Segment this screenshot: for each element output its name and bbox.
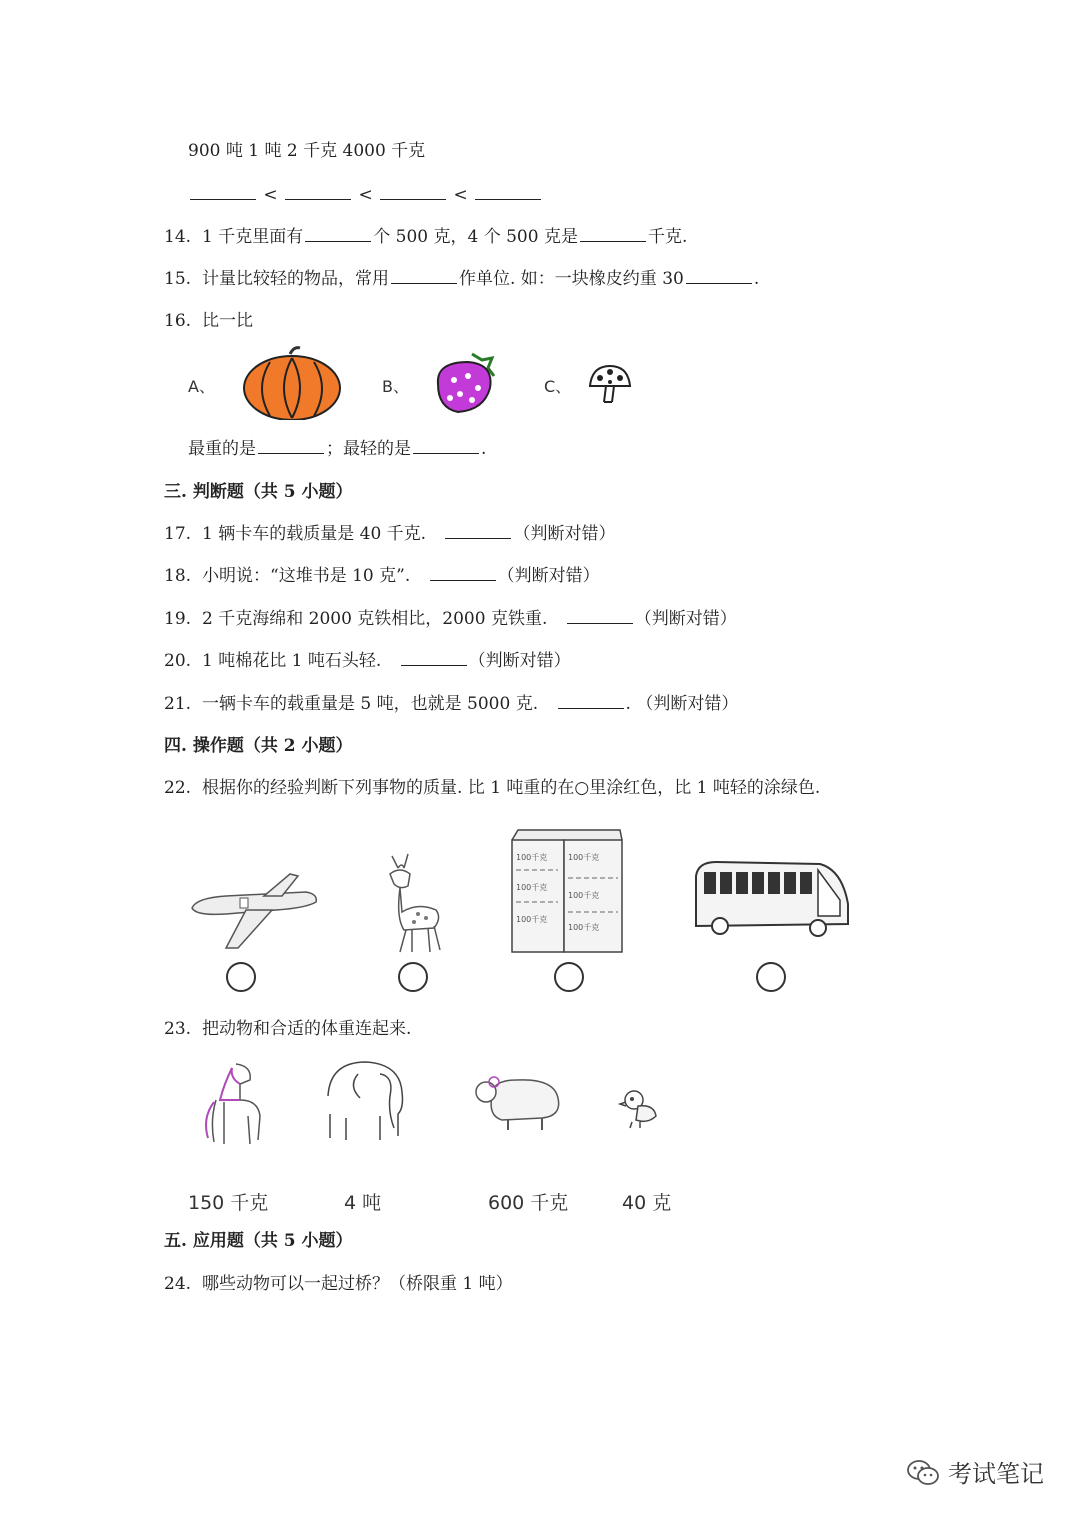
answer-blank[interactable] <box>391 269 457 284</box>
box-label: 100千克 <box>516 915 548 924</box>
answer-blank[interactable] <box>305 227 371 242</box>
mushroom-icon <box>586 362 634 408</box>
question-15 <box>164 268 759 290</box>
judge-hint: （判断对错） <box>497 566 600 586</box>
strawberry-icon <box>428 350 500 416</box>
section-3-heading: 三. 判断题（共 5 小题） <box>164 482 353 502</box>
question-14 <box>164 226 687 248</box>
sheep-icon <box>472 1072 564 1134</box>
q15-text-2: 作单位. 如：一块橡皮约重 30 <box>459 269 684 289</box>
answer-blank[interactable] <box>567 609 633 624</box>
box-label: 100千克 <box>568 853 600 862</box>
q22-figure <box>186 822 856 998</box>
q16-answer-row <box>188 438 486 460</box>
answer-circle[interactable] <box>554 962 584 992</box>
q15-text-3: . <box>753 269 760 289</box>
bus-icon <box>690 856 854 942</box>
question-20 <box>164 650 571 672</box>
q13-order-row <box>188 184 543 206</box>
question-22 <box>164 777 820 799</box>
q15-text-1: 计量比较轻的物品，常用 <box>202 269 389 289</box>
answer-blank[interactable] <box>580 227 646 242</box>
question-number: 14. <box>164 227 192 247</box>
answer-blank[interactable] <box>445 524 511 539</box>
pumpkin-icon <box>240 346 344 420</box>
less-than: < <box>453 185 468 205</box>
judge-hint: （判断对错） <box>513 524 616 544</box>
question-16 <box>164 310 253 332</box>
less-than: < <box>358 185 373 205</box>
question-number: 24. <box>164 1274 192 1294</box>
answer-blank[interactable] <box>190 185 256 200</box>
weight-label: 150 千克 <box>188 1192 269 1214</box>
question-text: 一辆卡车的载重量是 5 吨，也就是 5000 克. <box>202 694 539 714</box>
box-label: 100千克 <box>516 853 548 862</box>
q14-text-1: 1 千克里面有 <box>202 227 304 247</box>
judge-hint: . （判断对错） <box>625 694 739 714</box>
watermark <box>906 1454 1044 1489</box>
elephant-icon <box>318 1056 410 1146</box>
question-number: 21. <box>164 694 192 714</box>
compare-figure <box>186 344 636 424</box>
question-23 <box>164 1018 411 1040</box>
question-number: 17. <box>164 524 192 544</box>
answer-circle[interactable] <box>398 962 428 992</box>
horse-icon <box>200 1060 266 1150</box>
section-4-heading: 四. 操作题（共 2 小题） <box>164 736 353 756</box>
question-19 <box>164 608 737 630</box>
less-than: < <box>263 185 278 205</box>
q16-heaviest-label: 最重的是 <box>188 439 256 459</box>
airplane-icon <box>186 866 322 950</box>
question-text: 1 辆卡车的载质量是 40 千克. <box>202 524 427 544</box>
answer-circle[interactable] <box>226 962 256 992</box>
weight-label: 4 吨 <box>344 1192 382 1214</box>
question-number: 23. <box>164 1019 192 1039</box>
judge-hint: （判断对错） <box>468 651 571 671</box>
question-text: 1 吨棉花比 1 吨石头轻. <box>202 651 382 671</box>
boxes-icon <box>508 826 626 956</box>
label-b: B、 <box>382 377 409 396</box>
question-21 <box>164 693 738 715</box>
question-number: 20. <box>164 651 192 671</box>
answer-circle[interactable] <box>756 962 786 992</box>
question-text: 小明说：“这堆书是 10 克”. <box>202 566 411 586</box>
q23-figure <box>186 1054 686 1216</box>
label-a: A、 <box>188 377 215 396</box>
question-number: 15. <box>164 269 192 289</box>
answer-blank[interactable] <box>558 694 624 709</box>
q14-text-2: 个 500 克，4 个 500 克是 <box>373 227 578 247</box>
q16-lightest-label: ；最轻的是 <box>326 439 411 459</box>
answer-blank[interactable] <box>686 269 752 284</box>
wechat-icon <box>906 1458 940 1486</box>
question-24 <box>164 1273 513 1295</box>
answer-blank[interactable] <box>413 439 479 454</box>
judge-hint: （判断对错） <box>634 609 737 629</box>
q13-items: 900 吨 1 吨 2 千克 4000 千克 <box>188 141 426 161</box>
period: . <box>481 439 487 459</box>
question-number: 18. <box>164 566 192 586</box>
weight-label: 600 千克 <box>488 1192 569 1214</box>
answer-blank[interactable] <box>285 185 351 200</box>
q16-text: 比一比 <box>202 311 253 331</box>
box-label: 100千克 <box>568 923 600 932</box>
answer-blank[interactable] <box>258 439 324 454</box>
question-number: 16. <box>164 311 192 331</box>
section-5-heading: 五. 应用题（共 5 小题） <box>164 1231 353 1251</box>
q14-text-3: 千克. <box>647 227 688 247</box>
question-17 <box>164 523 615 545</box>
deer-icon <box>378 852 448 956</box>
answer-blank[interactable] <box>475 185 541 200</box>
question-text: 哪些动物可以一起过桥？（桥限重 1 吨） <box>202 1274 513 1294</box>
question-number: 19. <box>164 609 192 629</box>
box-label: 100千克 <box>568 891 600 900</box>
answer-blank[interactable] <box>401 651 467 666</box>
answer-blank[interactable] <box>430 566 496 581</box>
watermark-text: 考试笔记 <box>948 1460 1044 1488</box>
weight-label: 40 克 <box>622 1192 672 1214</box>
bird-icon <box>618 1086 662 1130</box>
question-text: 把动物和合适的体重连起来. <box>202 1019 412 1039</box>
question-18 <box>164 565 600 587</box>
box-label: 100千克 <box>516 883 548 892</box>
label-c: C、 <box>544 377 572 396</box>
question-number: 22. <box>164 778 192 798</box>
answer-blank[interactable] <box>380 185 446 200</box>
question-text: 根据你的经验判断下列事物的质量. 比 1 吨重的在○里涂红色，比 1 吨轻的涂绿色. <box>202 778 821 798</box>
question-text: 2 千克海绵和 2000 克铁相比，2000 克铁重. <box>202 609 548 629</box>
